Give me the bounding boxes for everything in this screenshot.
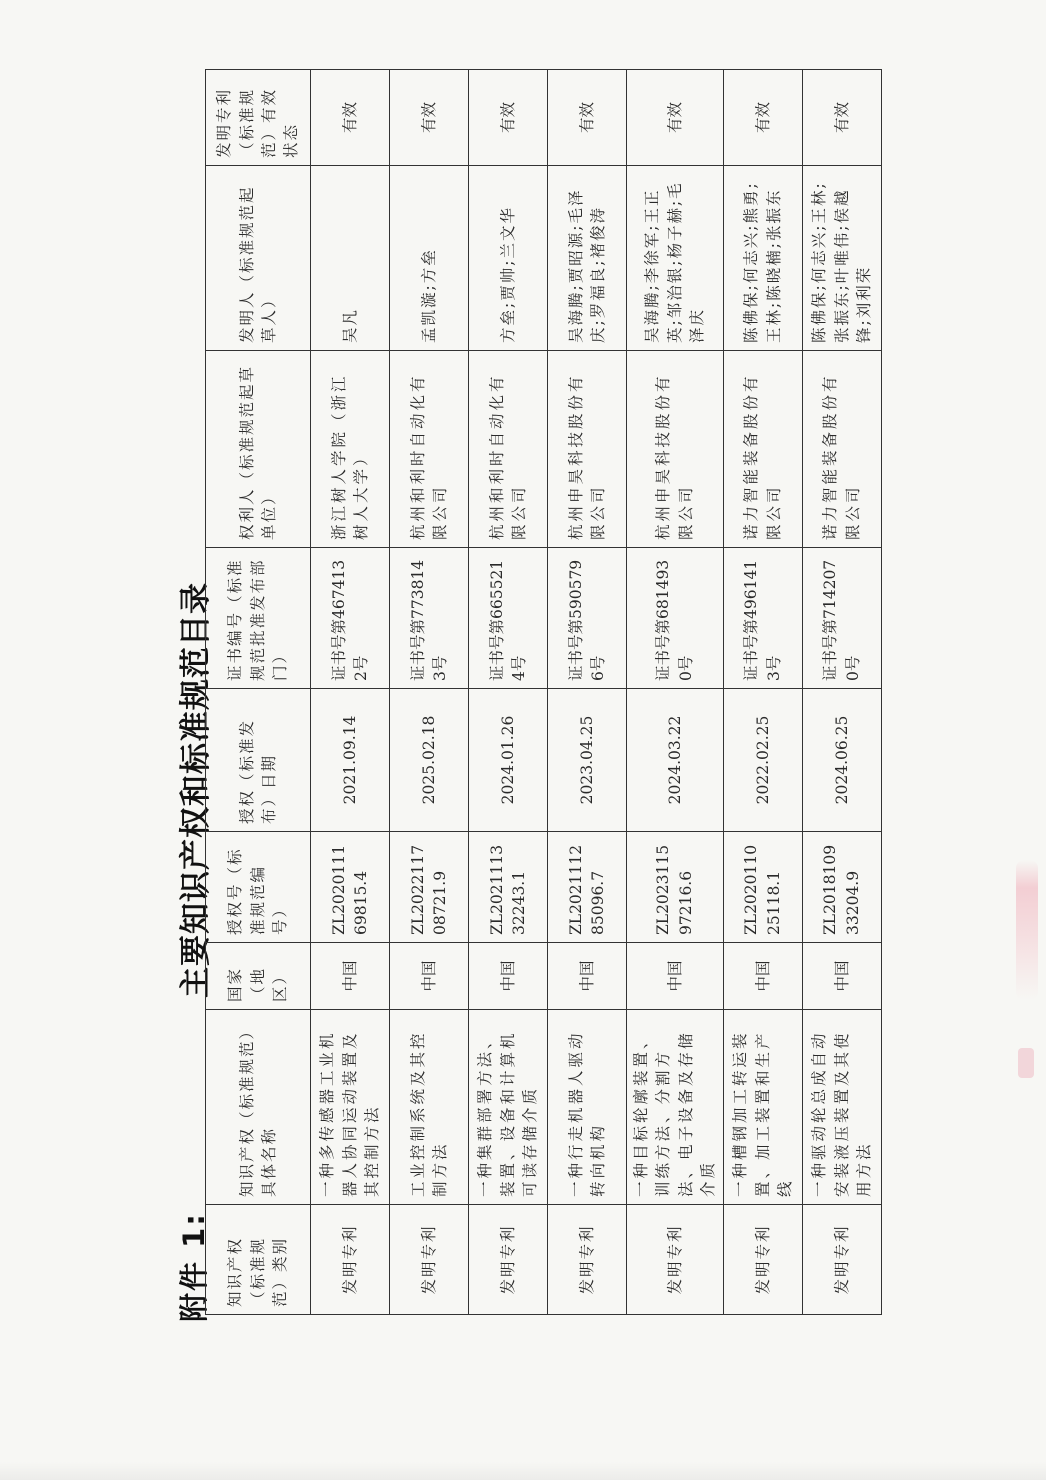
cell-name: 一种集群部署方法、装置、设备和计算机可读存储介质 [469, 1010, 548, 1205]
header-date: 授权（标准发布）日期 [206, 689, 311, 832]
seal-stamp-mark [1016, 860, 1038, 1000]
cell-country: 中国 [802, 943, 881, 1010]
cell-grant-no: ZL202211708721.9 [390, 832, 469, 943]
header-inventor: 发明人（标准规范起草人） [206, 166, 311, 351]
cell-name: 一种驱动轮总成自动安装液压装置及其使用方法 [802, 1010, 881, 1205]
cell-grant-no: ZL202311597216.6 [627, 832, 724, 943]
cell-holder: 杭州申昊科技股份有限公司 [548, 351, 627, 548]
cell-country: 中国 [548, 943, 627, 1010]
cell-grant-no: ZL202011169815.4 [311, 832, 390, 943]
cell-cert-no: 证书号第7738143号 [390, 548, 469, 689]
cell-date: 2021.09.14 [311, 689, 390, 832]
cell-name: 一种目标轮廓装置、训练方法、分割方法、电子设备及存储介质 [627, 1010, 724, 1205]
ip-standards-table [205, 69, 882, 1315]
cell-category: 发明专利 [469, 1205, 548, 1315]
cell-category: 发明专利 [802, 1205, 881, 1315]
table-row [548, 70, 627, 1315]
cell-date: 2025.02.18 [390, 689, 469, 832]
cell-name: 一种多传感器工业机器人协同运动装置及其控制方法 [311, 1010, 390, 1205]
header-category: 知识产权（标准规范）类别 [206, 1205, 311, 1315]
cell-category: 发明专利 [627, 1205, 724, 1315]
rotated-page-content [0, 87, 1046, 1480]
cell-holder: 诺力智能装备股份有限公司 [802, 351, 881, 548]
table-row [723, 70, 802, 1315]
header-cert-no: 证书编号（标准规范批准发布部门） [206, 548, 311, 689]
cell-grant-no: ZL202011025118.1 [723, 832, 802, 943]
cell-country: 中国 [469, 943, 548, 1010]
header-holder: 权利人（标准规范起草单位） [206, 351, 311, 548]
cell-grant-no: ZL201810933204.9 [802, 832, 881, 943]
header-status: 发明专利（标准规范）有效状态 [206, 70, 311, 166]
cell-date: 2024.01.26 [469, 689, 548, 832]
cell-name: 一种行走机器人驱动转向机构 [548, 1010, 627, 1205]
cell-status: 有效 [548, 70, 627, 166]
cell-holder: 诺力智能装备股份有限公司 [723, 351, 802, 548]
cell-status: 有效 [311, 70, 390, 166]
cell-country: 中国 [311, 943, 390, 1010]
cell-holder: 杭州和利时自动化有限公司 [390, 351, 469, 548]
cell-status: 有效 [802, 70, 881, 166]
cell-cert-no: 证书号第4961413号 [723, 548, 802, 689]
cell-name: 工业控制系统及其控制方法 [390, 1010, 469, 1205]
cell-grant-no: ZL202111332243.1 [469, 832, 548, 943]
table-row [469, 70, 548, 1315]
cell-inventor: 孟凯漩;方垒 [390, 166, 469, 351]
header-grant-no: 授权号（标准规范编号） [206, 832, 311, 943]
cell-holder: 浙江树人学院（浙江树人大学） [311, 351, 390, 548]
cell-category: 发明专利 [311, 1205, 390, 1315]
cell-status: 有效 [469, 70, 548, 166]
header-name: 知识产权（标准规范）具体名称 [206, 1010, 311, 1205]
cell-cert-no: 证书号第6814930号 [627, 548, 724, 689]
cell-inventor: 吴海腾;李徐军;王正英;邹治银;杨子赫;毛泽庆 [627, 166, 724, 351]
table-row [311, 70, 390, 1315]
table-row [627, 70, 724, 1315]
cell-cert-no: 证书号第4674132号 [311, 548, 390, 689]
table-body [311, 70, 882, 1315]
scan-bottom-edge [0, 1462, 1046, 1480]
seal-stamp-fragment [1018, 1048, 1034, 1078]
cell-date: 2024.06.25 [802, 689, 881, 832]
cell-date: 2023.04.25 [548, 689, 627, 832]
cell-inventor: 吴海腾;贾昭源;毛泽庆;罗福良;褚俊涛 [548, 166, 627, 351]
cell-date: 2022.02.25 [723, 689, 802, 832]
cell-inventor: 陈佛保;何志兴;王林;张振东;叶唯伟;侯越锋;刘利荣 [802, 166, 881, 351]
cell-status: 有效 [390, 70, 469, 166]
table-row [390, 70, 469, 1315]
cell-country: 中国 [627, 943, 724, 1010]
cell-category: 发明专利 [548, 1205, 627, 1315]
page-title: 主要知识产权和标准规范目录 [178, 582, 214, 998]
header-country: 国家（地区） [206, 943, 311, 1010]
cell-inventor: 吴凡 [311, 166, 390, 351]
cell-country: 中国 [723, 943, 802, 1010]
appendix-label: 附件 1: [177, 1212, 211, 1322]
cell-cert-no: 证书号第6655214号 [469, 548, 548, 689]
cell-date: 2024.03.22 [627, 689, 724, 832]
cell-category: 发明专利 [390, 1205, 469, 1315]
cell-holder: 杭州申昊科技股份有限公司 [627, 351, 724, 548]
cell-inventor: 陈佛保;何志兴;熊勇;王林;陈晓楠;张振东 [723, 166, 802, 351]
cell-cert-no: 证书号第5905796号 [548, 548, 627, 689]
cell-status: 有效 [723, 70, 802, 166]
cell-name: 一种槽钢加工转运装置、加工装置和生产线 [723, 1010, 802, 1205]
cell-holder: 杭州和利时自动化有限公司 [469, 351, 548, 548]
cell-status: 有效 [627, 70, 724, 166]
cell-country: 中国 [390, 943, 469, 1010]
cell-category: 发明专利 [723, 1205, 802, 1315]
cell-grant-no: ZL202111285096.7 [548, 832, 627, 943]
cell-cert-no: 证书号第7142070号 [802, 548, 881, 689]
header-row [206, 70, 311, 1315]
table-row [802, 70, 881, 1315]
table-header [206, 70, 311, 1315]
cell-inventor: 方垒;贾帅;兰文华 [469, 166, 548, 351]
